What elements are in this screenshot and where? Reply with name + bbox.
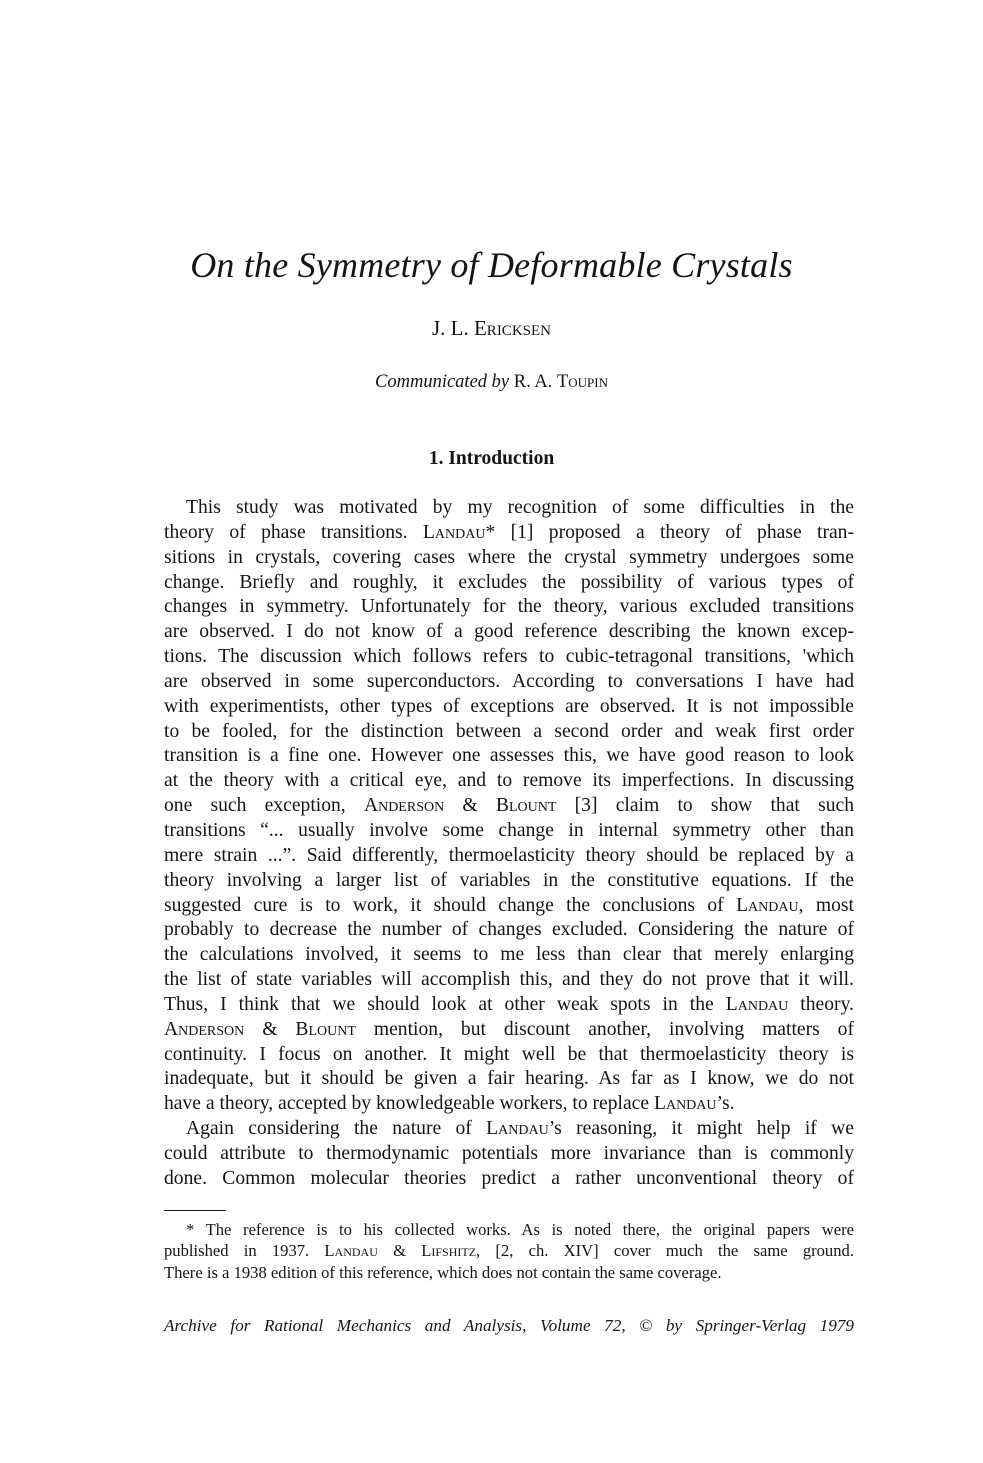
- body-line: [164, 993, 854, 1018]
- body-line: [164, 968, 854, 993]
- text-run: [3] claim to show that such: [556, 795, 855, 817]
- body-line: [164, 794, 854, 819]
- body-line: [164, 744, 854, 769]
- text-run: inadequate, but it should be given a fair hearing. As far as I know, we do not: [164, 1068, 854, 1090]
- text-run: &: [444, 795, 496, 817]
- text-run: , [2, ch. XIV] cover much the same ground.: [476, 1241, 854, 1261]
- text-run: sitions in crystals, covering cases where the crystal symmetry undergoes some: [164, 546, 854, 568]
- text-run: published in 1937.: [164, 1241, 325, 1261]
- body-line: [164, 720, 854, 745]
- text-run: theory involving a larger list of variables in the constitutive equations. If the: [164, 869, 854, 891]
- body-line: [164, 496, 854, 521]
- text-run: theory of phase transitions.: [164, 521, 423, 543]
- text-run: Landau: [736, 894, 799, 916]
- text-run: are observed in some superconductors. According to conversations I have had: [164, 670, 854, 692]
- text-run: ’s reasoning, it might help if we: [548, 1118, 854, 1140]
- text-run: have a theory, accepted by knowledgeable workers, to replace: [164, 1093, 654, 1115]
- text-run: &: [244, 1018, 296, 1040]
- communicated-by: [0, 372, 983, 393]
- text-run: suggested cure is to work, it should change the conclusions of: [164, 894, 737, 916]
- text-run: mention, but discount another, involving matters of: [355, 1018, 854, 1040]
- body-line: [164, 769, 854, 794]
- body-line: [164, 1067, 854, 1092]
- text-run: * [1] proposed a theory of phase tran-: [485, 521, 854, 543]
- body-line: [164, 1092, 854, 1117]
- text-run: continuity. I focus on another. It might well be that thermoelasticity theory is: [164, 1043, 854, 1065]
- text-run: Landau: [324, 1241, 378, 1261]
- author-name: [0, 316, 983, 341]
- body-line: [164, 645, 854, 670]
- text-run: are observed. I do not know of a good reference describing the known excep-: [164, 621, 854, 643]
- author-surname: Ericksen: [473, 316, 551, 340]
- body-line: [164, 1142, 854, 1167]
- text-run: mere strain ...”. Said differently, thermoelasticity theory should be replaced by a: [164, 844, 854, 866]
- footnote-line: [164, 1219, 854, 1240]
- communicator-initials: R. A.: [509, 372, 557, 392]
- text-run: Anderson: [363, 795, 445, 817]
- text-run: tions. The discussion which follows refers to cubic-tetragonal transitions, 'which: [164, 646, 854, 668]
- text-run: &: [377, 1241, 422, 1261]
- journal-citation: Archive for Rational Mechanics and Analysis, Volume 72, © by Springer-Verlag 1979: [164, 1316, 854, 1335]
- section-heading: 1. Introduction: [428, 448, 555, 469]
- body-line: [164, 844, 854, 869]
- text-run: transition is a fine one. However one assesses this, we have good reason to look: [164, 745, 854, 767]
- body-line: [164, 620, 854, 645]
- text-run: Landau: [422, 521, 486, 543]
- text-run: * The reference is to his collected works. As is noted there, the original papers were: [186, 1220, 854, 1239]
- text-run: with experimentists, other types of exceptions are observed. It is not impossible: [164, 695, 854, 717]
- body-line: [164, 943, 854, 968]
- body-line: [164, 595, 854, 620]
- text-run: probably to decrease the number of changes excluded. Considering the nature of: [164, 919, 854, 941]
- footnote-rule: [164, 1210, 226, 1211]
- text-run: the list of state variables will accomplish this, and they do not prove that it will.: [164, 969, 854, 991]
- text-run: Landau: [486, 1118, 549, 1140]
- text-run: theory.: [788, 993, 854, 1015]
- body-line: [164, 695, 854, 720]
- body-line: [164, 1117, 854, 1142]
- text-run: ’s.: [716, 1093, 735, 1115]
- text-run: There is a 1938 edition of this reference, which does not contain the same coverage.: [164, 1262, 722, 1282]
- text-run: , most: [798, 894, 854, 916]
- body-line: [164, 819, 854, 844]
- body-line: [164, 571, 854, 596]
- text-run: one such exception,: [164, 795, 364, 817]
- text-run: could attribute to thermodynamic potentials more invariance than is commonly: [164, 1142, 854, 1164]
- body-line: [164, 869, 854, 894]
- body-line: [164, 521, 854, 546]
- text-run: Thus, I think that we should look at other weak spots in the: [164, 993, 726, 1015]
- text-run: Blount: [295, 1018, 356, 1040]
- communicator-surname: Toupin: [556, 372, 608, 392]
- text-run: the calculations involved, it seems to me less than clear that merely enlarging: [164, 944, 854, 966]
- text-run: Landau: [653, 1093, 717, 1115]
- paper-title: On the Symmetry of Deformable Crystals: [190, 245, 793, 285]
- footnote-line: [164, 1240, 854, 1261]
- text-run: Lifshitz: [421, 1241, 477, 1261]
- body-line: [164, 1018, 854, 1043]
- text-run: change. Briefly and roughly, it excludes the possibility of various types of: [164, 571, 854, 593]
- body-line: [164, 1167, 854, 1192]
- body-text: [164, 496, 854, 1192]
- text-run: Landau: [725, 993, 789, 1015]
- text-run: done. Common molecular theories predict a rather unconventional theory of: [164, 1167, 854, 1189]
- communicated-prefix: Communicated by: [375, 372, 510, 392]
- text-run: This study was motivated by my recognition of some difficulties in the: [186, 497, 854, 518]
- body-line: [164, 546, 854, 571]
- footnote-line: [164, 1262, 854, 1283]
- text-run: to be fooled, for the distinction between a second order and weak first order: [164, 720, 854, 742]
- text-run: changes in symmetry. Unfortunately for the theory, various excluded transitions: [164, 596, 854, 618]
- footnote: [164, 1219, 854, 1283]
- text-run: Blount: [495, 795, 557, 817]
- body-line: [164, 918, 854, 943]
- body-line: [164, 1043, 854, 1068]
- text-run: transitions “... usually involve some change in internal symmetry other than: [164, 819, 854, 841]
- text-run: Anderson: [164, 1018, 245, 1040]
- body-line: [164, 894, 854, 919]
- text-run: at the theory with a critical eye, and to remove its imperfections. In discussing: [164, 770, 854, 792]
- body-line: [164, 670, 854, 695]
- author-initials: J. L.: [431, 316, 474, 340]
- text-run: Again considering the nature of: [186, 1118, 487, 1140]
